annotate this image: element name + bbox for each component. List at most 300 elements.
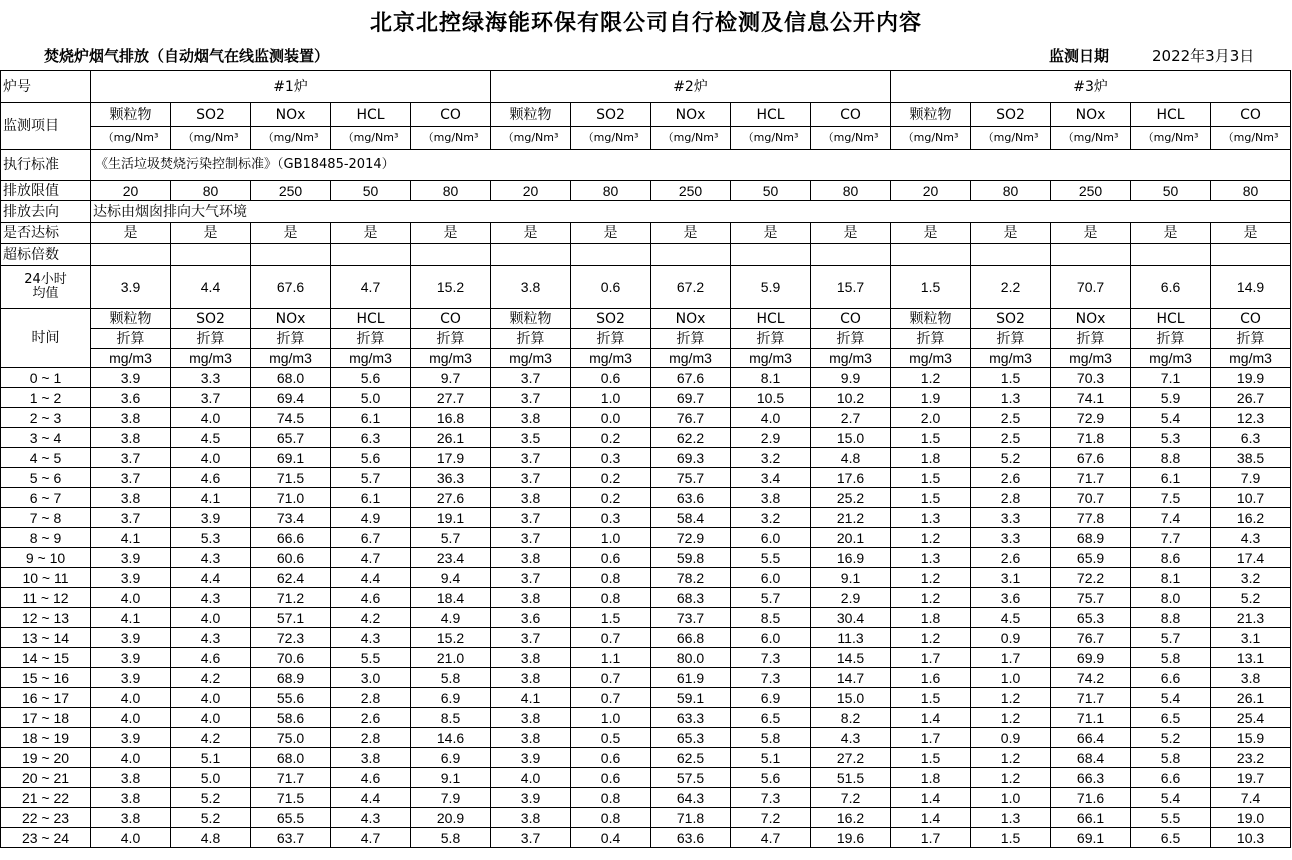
hourly-value: 14.7 bbox=[811, 668, 891, 688]
hourly-value: 1.4 bbox=[891, 788, 971, 808]
unit-row bbox=[1, 127, 1291, 150]
hourly-value: 68.9 bbox=[1051, 528, 1131, 548]
hour-row bbox=[1, 668, 1291, 688]
hourly-value: 6.1 bbox=[331, 488, 411, 508]
hour-row bbox=[1, 468, 1291, 488]
hourly-value: 21.0 bbox=[411, 648, 491, 668]
hourly-value: 0.2 bbox=[571, 468, 651, 488]
converted-label: 折算 bbox=[1131, 329, 1211, 349]
hourly-value: 16.8 bbox=[411, 408, 491, 428]
hourly-value: 4.3 bbox=[331, 628, 411, 648]
exceed-value bbox=[411, 244, 491, 266]
hourly-value: 23.2 bbox=[1211, 748, 1291, 768]
hourly-value: 4.0 bbox=[91, 708, 171, 728]
hourly-value: 1.2 bbox=[891, 568, 971, 588]
average-value: 6.6 bbox=[1131, 266, 1211, 309]
item-name: HCL bbox=[1131, 103, 1211, 127]
unit-cell: （mg/Nm³ bbox=[91, 127, 171, 150]
hourly-value: 15.2 bbox=[411, 628, 491, 648]
compliant-value: 是 bbox=[251, 223, 331, 244]
hour-row bbox=[1, 408, 1291, 428]
limit-value: 80 bbox=[571, 181, 651, 201]
hourly-value: 38.5 bbox=[1211, 448, 1291, 468]
hourly-value: 1.2 bbox=[971, 688, 1051, 708]
hourly-value: 1.5 bbox=[891, 688, 971, 708]
average-value: 3.9 bbox=[91, 266, 171, 309]
hourly-value: 3.4 bbox=[731, 468, 811, 488]
average-value: 5.9 bbox=[731, 266, 811, 309]
hourly-value: 73.7 bbox=[651, 608, 731, 628]
average-value: 0.6 bbox=[571, 266, 651, 309]
hour-range: 5 ~ 6 bbox=[1, 468, 91, 488]
hourly-value: 27.7 bbox=[411, 388, 491, 408]
hour-row bbox=[1, 628, 1291, 648]
hourly-value: 14.5 bbox=[811, 648, 891, 668]
exceed-label: 超标倍数 bbox=[1, 244, 91, 266]
hourly-value: 5.8 bbox=[411, 668, 491, 688]
converted-label: 折算 bbox=[171, 329, 251, 349]
hourly-value: 0.8 bbox=[571, 788, 651, 808]
hourly-value: 7.2 bbox=[811, 788, 891, 808]
item-name: NOx bbox=[651, 103, 731, 127]
hourly-value: 3.6 bbox=[971, 588, 1051, 608]
hourly-value: 3.7 bbox=[91, 448, 171, 468]
hour-row bbox=[1, 368, 1291, 388]
hourly-value: 3.7 bbox=[491, 388, 571, 408]
hourly-value: 8.5 bbox=[731, 608, 811, 628]
hourly-value: 6.5 bbox=[1131, 828, 1211, 848]
hour-row bbox=[1, 488, 1291, 508]
furnace-number: #3炉 bbox=[891, 71, 1291, 103]
item-name: SO2 bbox=[571, 103, 651, 127]
compliant-value: 是 bbox=[331, 223, 411, 244]
hourly-value: 3.7 bbox=[491, 468, 571, 488]
limit-value: 250 bbox=[251, 181, 331, 201]
exceed-value bbox=[651, 244, 731, 266]
hourly-value: 3.7 bbox=[491, 448, 571, 468]
furnace-number: #1炉 bbox=[91, 71, 491, 103]
limit-value: 50 bbox=[1131, 181, 1211, 201]
exceed-value bbox=[731, 244, 811, 266]
hourly-value: 3.7 bbox=[491, 528, 571, 548]
hourly-value: 69.1 bbox=[1051, 828, 1131, 848]
hourly-unit: mg/m3 bbox=[411, 349, 491, 368]
hourly-value: 18.4 bbox=[411, 588, 491, 608]
hour-range: 0 ~ 1 bbox=[1, 368, 91, 388]
hourly-value: 0.0 bbox=[571, 408, 651, 428]
hour-row bbox=[1, 708, 1291, 728]
hourly-value: 20.1 bbox=[811, 528, 891, 548]
limit-value: 50 bbox=[731, 181, 811, 201]
compliant-value: 是 bbox=[971, 223, 1051, 244]
hourly-value: 65.3 bbox=[651, 728, 731, 748]
hourly-value: 71.8 bbox=[651, 808, 731, 828]
hourly-value: 1.2 bbox=[891, 588, 971, 608]
hourly-value: 1.8 bbox=[891, 448, 971, 468]
hourly-value: 1.7 bbox=[891, 828, 971, 848]
hourly-value: 68.0 bbox=[251, 748, 331, 768]
compliant-value: 是 bbox=[1131, 223, 1211, 244]
hourly-value: 2.6 bbox=[331, 708, 411, 728]
hourly-value: 2.7 bbox=[811, 408, 891, 428]
hourly-item-name: HCL bbox=[331, 309, 411, 329]
hourly-value: 65.7 bbox=[251, 428, 331, 448]
hourly-value: 63.6 bbox=[651, 488, 731, 508]
unit-cell: （mg/Nm³ bbox=[731, 127, 811, 150]
page-title: 北京北控绿海能环保有限公司自行检测及信息公开内容 bbox=[369, 11, 922, 36]
hour-range: 8 ~ 9 bbox=[1, 528, 91, 548]
hourly-value: 3.7 bbox=[171, 388, 251, 408]
hourly-value: 11.3 bbox=[811, 628, 891, 648]
hourly-value: 27.2 bbox=[811, 748, 891, 768]
hourly-value: 9.7 bbox=[411, 368, 491, 388]
hourly-value: 1.5 bbox=[891, 468, 971, 488]
hourly-item-name: SO2 bbox=[971, 309, 1051, 329]
hourly-value: 16.2 bbox=[811, 808, 891, 828]
hourly-value: 3.2 bbox=[1211, 568, 1291, 588]
converted-label: 折算 bbox=[571, 329, 651, 349]
hour-range: 2 ~ 3 bbox=[1, 408, 91, 428]
average-value: 67.6 bbox=[251, 266, 331, 309]
hourly-value: 4.0 bbox=[91, 588, 171, 608]
hourly-item-name: NOx bbox=[651, 309, 731, 329]
hourly-value: 1.0 bbox=[571, 528, 651, 548]
hourly-value: 0.6 bbox=[571, 368, 651, 388]
hourly-value: 5.3 bbox=[1131, 428, 1211, 448]
hourly-item-row bbox=[1, 309, 1291, 329]
hourly-value: 4.0 bbox=[171, 408, 251, 428]
hourly-value: 5.2 bbox=[171, 808, 251, 828]
converted-label: 折算 bbox=[651, 329, 731, 349]
exceed-value bbox=[1131, 244, 1211, 266]
hourly-value: 3.9 bbox=[91, 548, 171, 568]
hour-range: 21 ~ 22 bbox=[1, 788, 91, 808]
hourly-value: 7.3 bbox=[731, 788, 811, 808]
hourly-item-name: SO2 bbox=[571, 309, 651, 329]
average-value: 15.7 bbox=[811, 266, 891, 309]
hourly-value: 3.7 bbox=[91, 508, 171, 528]
hour-range: 3 ~ 4 bbox=[1, 428, 91, 448]
hourly-value: 66.6 bbox=[251, 528, 331, 548]
hourly-value: 3.1 bbox=[971, 568, 1051, 588]
hourly-value: 7.7 bbox=[1131, 528, 1211, 548]
hourly-value: 7.9 bbox=[411, 788, 491, 808]
hourly-value: 1.5 bbox=[971, 368, 1051, 388]
hourly-value: 3.7 bbox=[491, 568, 571, 588]
hourly-value: 2.6 bbox=[971, 548, 1051, 568]
hourly-value: 55.6 bbox=[251, 688, 331, 708]
hourly-value: 6.0 bbox=[731, 528, 811, 548]
exceed-value bbox=[571, 244, 651, 266]
limit-value: 80 bbox=[171, 181, 251, 201]
hourly-value: 10.5 bbox=[731, 388, 811, 408]
hourly-value: 1.2 bbox=[891, 628, 971, 648]
hourly-value: 3.8 bbox=[491, 708, 571, 728]
hourly-value: 3.8 bbox=[491, 488, 571, 508]
hour-range: 13 ~ 14 bbox=[1, 628, 91, 648]
hourly-value: 2.8 bbox=[331, 688, 411, 708]
hourly-value: 63.7 bbox=[251, 828, 331, 848]
hourly-value: 3.7 bbox=[491, 368, 571, 388]
hourly-value: 6.0 bbox=[731, 568, 811, 588]
time-label: 时间 bbox=[1, 309, 91, 368]
hourly-value: 57.1 bbox=[251, 608, 331, 628]
hourly-value: 6.1 bbox=[1131, 468, 1211, 488]
hourly-value: 69.7 bbox=[651, 388, 731, 408]
hourly-value: 71.7 bbox=[1051, 688, 1131, 708]
hourly-value: 62.5 bbox=[651, 748, 731, 768]
hourly-value: 1.0 bbox=[971, 668, 1051, 688]
hourly-unit: mg/m3 bbox=[651, 349, 731, 368]
hourly-value: 1.5 bbox=[891, 428, 971, 448]
hourly-value: 63.3 bbox=[651, 708, 731, 728]
item-name: NOx bbox=[251, 103, 331, 127]
hourly-value: 6.7 bbox=[331, 528, 411, 548]
hourly-value: 10.2 bbox=[811, 388, 891, 408]
hourly-item-name: CO bbox=[811, 309, 891, 329]
hourly-value: 9.4 bbox=[411, 568, 491, 588]
hourly-value: 3.9 bbox=[491, 788, 571, 808]
hourly-value: 66.4 bbox=[1051, 728, 1131, 748]
hourly-value: 1.8 bbox=[891, 768, 971, 788]
hourly-value: 6.0 bbox=[731, 628, 811, 648]
hourly-value: 4.0 bbox=[91, 688, 171, 708]
hourly-value: 68.0 bbox=[251, 368, 331, 388]
hourly-value: 1.7 bbox=[971, 648, 1051, 668]
hourly-value: 4.2 bbox=[171, 728, 251, 748]
hourly-value: 19.0 bbox=[1211, 808, 1291, 828]
average-value: 4.4 bbox=[171, 266, 251, 309]
hourly-value: 16.9 bbox=[811, 548, 891, 568]
hourly-value: 78.2 bbox=[651, 568, 731, 588]
hourly-value: 5.7 bbox=[331, 468, 411, 488]
hourly-value: 3.8 bbox=[491, 728, 571, 748]
item-name: HCL bbox=[331, 103, 411, 127]
average-label bbox=[1, 266, 91, 309]
unit-cell: （mg/Nm³ bbox=[171, 127, 251, 150]
hourly-unit: mg/m3 bbox=[171, 349, 251, 368]
hourly-value: 17.4 bbox=[1211, 548, 1291, 568]
hourly-value: 3.8 bbox=[491, 668, 571, 688]
hourly-value: 4.3 bbox=[171, 628, 251, 648]
exceed-value bbox=[971, 244, 1051, 266]
unit-cell: （mg/Nm³ bbox=[411, 127, 491, 150]
hourly-value: 5.6 bbox=[731, 768, 811, 788]
hourly-value: 4.9 bbox=[411, 608, 491, 628]
hourly-value: 3.8 bbox=[91, 808, 171, 828]
exceed-value bbox=[811, 244, 891, 266]
hour-range: 12 ~ 13 bbox=[1, 608, 91, 628]
hourly-item-name: NOx bbox=[1051, 309, 1131, 329]
item-header-row bbox=[1, 103, 1291, 127]
hourly-value: 21.2 bbox=[811, 508, 891, 528]
hourly-value: 3.9 bbox=[91, 648, 171, 668]
hourly-value: 0.9 bbox=[971, 728, 1051, 748]
limit-value: 50 bbox=[331, 181, 411, 201]
average-value: 15.2 bbox=[411, 266, 491, 309]
hourly-value: 2.6 bbox=[971, 468, 1051, 488]
hourly-value: 6.3 bbox=[331, 428, 411, 448]
hourly-value: 1.3 bbox=[891, 548, 971, 568]
item-name: CO bbox=[411, 103, 491, 127]
hourly-value: 3.9 bbox=[491, 748, 571, 768]
hourly-value: 0.6 bbox=[571, 548, 651, 568]
hourly-value: 68.3 bbox=[651, 588, 731, 608]
hour-row bbox=[1, 648, 1291, 668]
average-value: 70.7 bbox=[1051, 266, 1131, 309]
hourly-value: 10.7 bbox=[1211, 488, 1291, 508]
converted-label: 折算 bbox=[91, 329, 171, 349]
hourly-unit: mg/m3 bbox=[731, 349, 811, 368]
hourly-value: 3.0 bbox=[331, 668, 411, 688]
hourly-value: 72.9 bbox=[1051, 408, 1131, 428]
hourly-value: 57.5 bbox=[651, 768, 731, 788]
hourly-value: 5.8 bbox=[411, 828, 491, 848]
hour-range: 22 ~ 23 bbox=[1, 808, 91, 828]
hourly-value: 1.0 bbox=[571, 708, 651, 728]
hourly-value: 3.3 bbox=[971, 528, 1051, 548]
hourly-value: 0.6 bbox=[571, 768, 651, 788]
hourly-value: 0.7 bbox=[571, 628, 651, 648]
hourly-value: 3.8 bbox=[491, 588, 571, 608]
hourly-value: 20.9 bbox=[411, 808, 491, 828]
exceed-value bbox=[171, 244, 251, 266]
hour-row bbox=[1, 688, 1291, 708]
hourly-value: 5.7 bbox=[1131, 628, 1211, 648]
hourly-value: 0.5 bbox=[571, 728, 651, 748]
hourly-value: 1.0 bbox=[571, 388, 651, 408]
hourly-value: 0.8 bbox=[571, 568, 651, 588]
hourly-unit: mg/m3 bbox=[331, 349, 411, 368]
hourly-value: 6.3 bbox=[1211, 428, 1291, 448]
hourly-value: 7.3 bbox=[731, 668, 811, 688]
hourly-value: 0.4 bbox=[571, 828, 651, 848]
hourly-value: 1.2 bbox=[891, 368, 971, 388]
hourly-value: 4.2 bbox=[171, 668, 251, 688]
hourly-value: 73.4 bbox=[251, 508, 331, 528]
hourly-value: 1.5 bbox=[971, 828, 1051, 848]
hourly-value: 8.8 bbox=[1131, 448, 1211, 468]
hour-row bbox=[1, 428, 1291, 448]
converted-label: 折算 bbox=[811, 329, 891, 349]
hourly-value: 71.5 bbox=[251, 788, 331, 808]
hourly-value: 3.8 bbox=[91, 788, 171, 808]
hour-row bbox=[1, 568, 1291, 588]
hourly-value: 3.8 bbox=[331, 748, 411, 768]
hourly-value: 4.0 bbox=[171, 708, 251, 728]
hourly-value: 5.5 bbox=[1131, 808, 1211, 828]
hourly-value: 59.8 bbox=[651, 548, 731, 568]
average-value: 2.2 bbox=[971, 266, 1051, 309]
hourly-value: 5.2 bbox=[171, 788, 251, 808]
standard-value: 《生活垃圾焚烧污染控制标准》（GB18485-2014） bbox=[91, 150, 1291, 181]
hourly-value: 76.7 bbox=[651, 408, 731, 428]
hourly-item-name: SO2 bbox=[171, 309, 251, 329]
hourly-value: 23.4 bbox=[411, 548, 491, 568]
hourly-value: 2.9 bbox=[731, 428, 811, 448]
hourly-value: 4.3 bbox=[171, 588, 251, 608]
hourly-value: 4.1 bbox=[171, 488, 251, 508]
hourly-value: 3.9 bbox=[91, 568, 171, 588]
hourly-value: 3.9 bbox=[91, 628, 171, 648]
item-name: HCL bbox=[731, 103, 811, 127]
hourly-value: 71.0 bbox=[251, 488, 331, 508]
hourly-value: 75.0 bbox=[251, 728, 331, 748]
hourly-value: 17.9 bbox=[411, 448, 491, 468]
hour-row bbox=[1, 448, 1291, 468]
hourly-value: 15.9 bbox=[1211, 728, 1291, 748]
hourly-value: 1.3 bbox=[971, 388, 1051, 408]
hourly-value: 3.2 bbox=[731, 448, 811, 468]
hour-row bbox=[1, 508, 1291, 528]
furnace-number: #2炉 bbox=[491, 71, 891, 103]
hourly-value: 65.5 bbox=[251, 808, 331, 828]
average-row bbox=[1, 266, 1291, 309]
hourly-value: 3.7 bbox=[491, 628, 571, 648]
hour-range: 6 ~ 7 bbox=[1, 488, 91, 508]
hourly-value: 19.9 bbox=[1211, 368, 1291, 388]
hourly-value: 71.5 bbox=[251, 468, 331, 488]
hourly-value: 6.1 bbox=[331, 408, 411, 428]
hourly-value: 2.0 bbox=[891, 408, 971, 428]
hourly-value: 10.3 bbox=[1211, 828, 1291, 848]
exceed-value bbox=[331, 244, 411, 266]
unit-cell: （mg/Nm³ bbox=[891, 127, 971, 150]
hourly-value: 74.1 bbox=[1051, 388, 1131, 408]
hour-range: 1 ~ 2 bbox=[1, 388, 91, 408]
hourly-value: 58.6 bbox=[251, 708, 331, 728]
hour-row bbox=[1, 588, 1291, 608]
hourly-value: 26.1 bbox=[1211, 688, 1291, 708]
hourly-item-name: HCL bbox=[731, 309, 811, 329]
hourly-value: 74.2 bbox=[1051, 668, 1131, 688]
hourly-value: 8.8 bbox=[1131, 608, 1211, 628]
hourly-value: 1.2 bbox=[971, 748, 1051, 768]
hourly-value: 65.3 bbox=[1051, 608, 1131, 628]
hourly-value: 75.7 bbox=[651, 468, 731, 488]
item-name: 颗粒物 bbox=[91, 103, 171, 127]
exceed-value bbox=[91, 244, 171, 266]
hourly-value: 7.5 bbox=[1131, 488, 1211, 508]
hour-range: 19 ~ 20 bbox=[1, 748, 91, 768]
unit-cell: （mg/Nm³ bbox=[491, 127, 571, 150]
hourly-value: 72.2 bbox=[1051, 568, 1131, 588]
hourly-value: 1.5 bbox=[891, 488, 971, 508]
average-value: 3.8 bbox=[491, 266, 571, 309]
average-label-line2: 均值 bbox=[32, 286, 59, 301]
standard-row bbox=[1, 150, 1291, 181]
average-value: 1.5 bbox=[891, 266, 971, 309]
hour-row bbox=[1, 808, 1291, 828]
hourly-value: 4.6 bbox=[171, 468, 251, 488]
hourly-value: 4.8 bbox=[811, 448, 891, 468]
hour-range: 16 ~ 17 bbox=[1, 688, 91, 708]
hourly-value: 1.2 bbox=[891, 528, 971, 548]
hourly-value: 5.2 bbox=[1131, 728, 1211, 748]
hourly-value: 76.7 bbox=[1051, 628, 1131, 648]
hourly-value: 6.6 bbox=[1131, 768, 1211, 788]
hourly-value: 66.8 bbox=[651, 628, 731, 648]
hourly-value: 14.6 bbox=[411, 728, 491, 748]
compliant-value: 是 bbox=[811, 223, 891, 244]
hourly-value: 25.2 bbox=[811, 488, 891, 508]
hourly-value: 8.6 bbox=[1131, 548, 1211, 568]
exceed-row bbox=[1, 244, 1291, 266]
hourly-value: 12.3 bbox=[1211, 408, 1291, 428]
hourly-value: 3.8 bbox=[91, 428, 171, 448]
hourly-unit-row bbox=[1, 349, 1291, 368]
hourly-value: 67.6 bbox=[1051, 448, 1131, 468]
